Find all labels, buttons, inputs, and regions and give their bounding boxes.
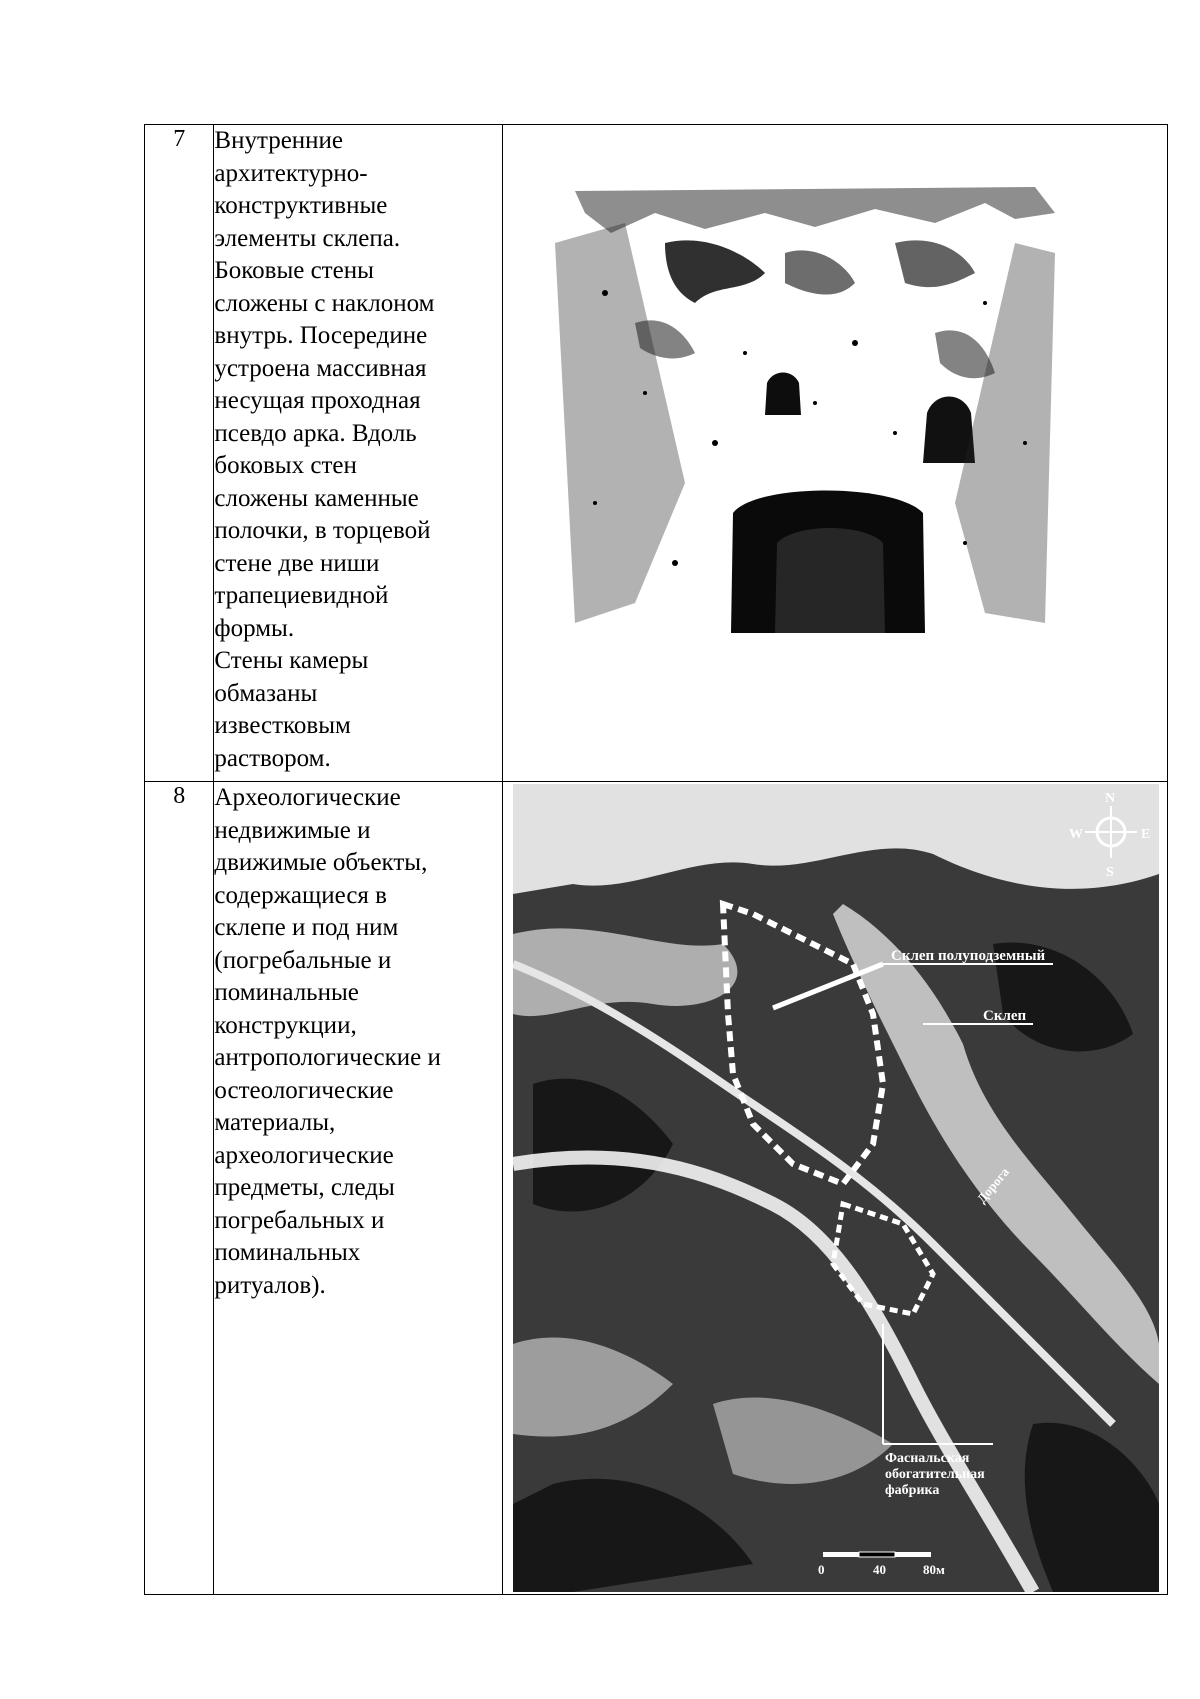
objects-table [144, 124, 1168, 1595]
compass-w: W [1069, 827, 1084, 842]
scale-0: 0 [818, 1562, 825, 1577]
row-description: Археологические недвижимые и движимые объекты, содержащиеся в склепе и под ним (погребальные и поминальные конструкции, антропологические и остеологические материалы, археологические предметы, следы погребальных и поминальных ритуалов). [214, 784, 441, 1299]
row-number: 7 [173, 126, 186, 152]
table-row [145, 782, 1168, 1595]
map-label-crypt-semi: Склеп полуподземный [891, 948, 1046, 964]
table-row [145, 125, 1168, 782]
row-number-cell [145, 125, 214, 782]
scale-40: 40 [873, 1562, 887, 1577]
row-description: Внутренние архитектурно- конструктивные элементы склепа. Боковые стены сложены с наклоном внутрь. Посередине устроена массивная несущая проходная псевдо арка. Вдоль боковых стен сложены каменные полочки, в торцевой стене две ниши трапециевидной формы. Стены камеры обмазаны известковым раствором. [214, 127, 435, 772]
compass-n: N [1105, 791, 1116, 806]
aerial-map-photo [513, 784, 1159, 1592]
map-label-factory-1: Фаснальская [885, 1451, 970, 1466]
map-label-factory-3: фабрика [885, 1483, 940, 1498]
map-label-road: Дорога [973, 1164, 1013, 1206]
scale-80: 80м [923, 1562, 945, 1577]
row-description-cell [214, 782, 503, 1595]
compass-e: E [1141, 827, 1151, 842]
compass-s: S [1106, 865, 1114, 880]
map-label-factory-2: обогатительная [885, 1467, 985, 1482]
crypt-interior-photo [515, 183, 1077, 635]
map-label-crypt: Склеп [983, 1008, 1027, 1024]
row-description-cell [214, 125, 503, 782]
row-number: 8 [173, 783, 186, 809]
row-image-cell [503, 125, 1168, 782]
row-number-cell [145, 782, 214, 1595]
row-image-cell [503, 782, 1168, 1595]
